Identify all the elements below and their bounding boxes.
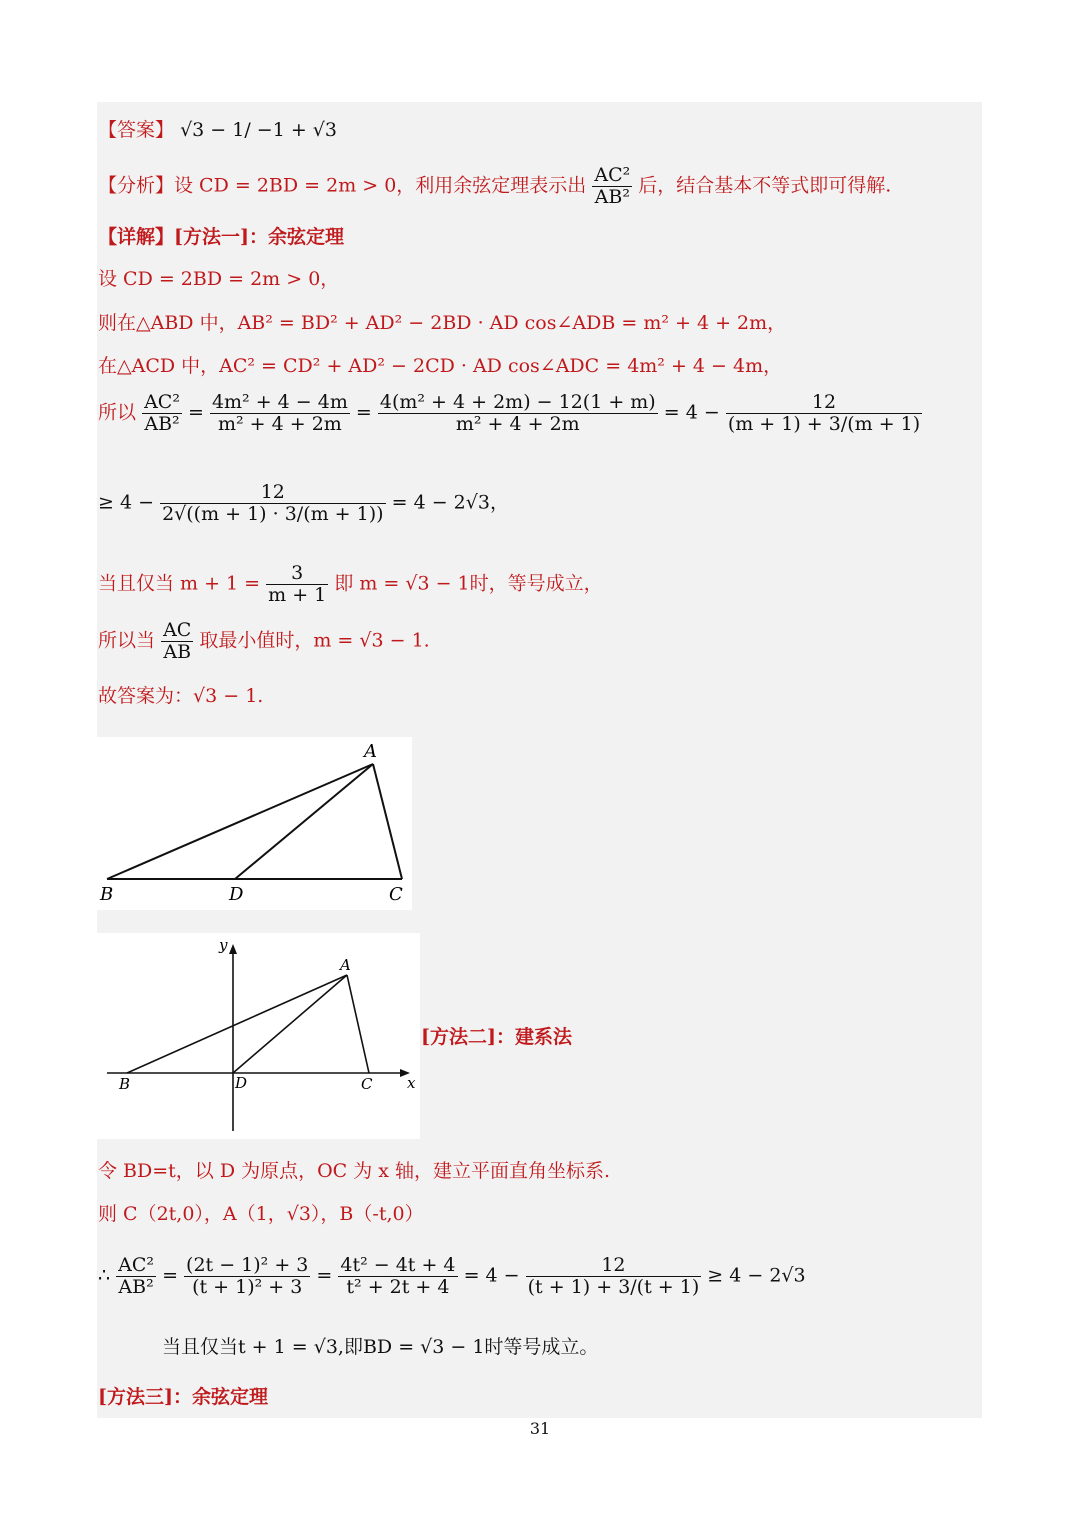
method2-suffix: ≥ 4 − 2√3	[707, 1264, 806, 1287]
method2-frac-1-num: AC²	[118, 1254, 155, 1276]
step-1: 设 CD = 2BD = 2m > 0，	[98, 268, 340, 290]
step-4-frac-4-den: (m + 1) + 3/(m + 1)	[727, 412, 921, 435]
method2-frac-1-den: AB²	[118, 1275, 154, 1298]
method2-formula: ∴ $\frac{\text{AC²}}{\text{AB²}}$ = $\frac{\text{(2t − 1)² + 3}}{\text{(t + 1)² + 3}}$ = $\frac{\text{4t² − 4t + 4}}{\text{t² + 2t + 4}}$ = 4 − $\frac{12}{(t + 1) + 3/(t + 1)}$ ≥ 4 − 2√3	[98, 1254, 806, 1298]
step-6-a: 当且仅当 m + 1 =	[98, 572, 261, 595]
step-4-frac-4	[726, 392, 922, 435]
label-x: x	[407, 1074, 416, 1092]
segment-ad	[235, 764, 373, 879]
step-4-frac-3-num: 4(m² + 4 + 2m) − 12(1 + m)	[379, 391, 656, 413]
side-ac	[373, 764, 402, 879]
analysis-line	[98, 165, 891, 208]
step-7	[98, 620, 430, 663]
step-4-frac-1-num: AC²	[144, 391, 180, 413]
label-a: A	[364, 741, 377, 762]
method2-frac-4-num: 12	[526, 1255, 702, 1277]
step-7-b: 取最小值时，m = √3 − 1.	[199, 629, 430, 652]
step-7-frac-num: AC	[163, 619, 192, 641]
label-a: A	[340, 956, 351, 974]
method2-frac-2	[184, 1255, 310, 1298]
step-4-frac-2	[210, 392, 350, 435]
method2-frac-3	[338, 1255, 457, 1298]
step-6-b: 即 m = √3 − 1时，等号成立，	[334, 572, 603, 595]
method2-frac-1	[116, 1255, 156, 1298]
step-4-mid: = 4 −	[663, 401, 720, 424]
y-axis-arrow	[229, 944, 237, 954]
step-6	[98, 563, 603, 606]
label-d: D	[235, 1074, 248, 1092]
method2-line-1: 令 BD=t，以 D 为原点，OC 为 x 轴，建立平面直角坐标系.	[98, 1160, 611, 1182]
step-4: 所以 $\frac{\text{AC²}}{\text{AB²}}$ = $\frac{\text{4m² + 4 − 4m}}{\text{m² + 4 + 2m}}$ = $\frac{\text{4(m² + 4 + 2m) − 12(1 + m)}}{\text{m² + 4 + 2m}}$ = 4 − $\frac{12}{(m + 1) + 3/(m + 1)}$	[98, 391, 921, 435]
answer-line	[98, 120, 337, 141]
step-4-prefix: 所以	[98, 401, 137, 424]
step-2: 则在△ABD 中，AB² = BD² + AD² − 2BD · AD cos∠ADB = m² + 4 + 2m，	[98, 312, 787, 334]
step-5	[98, 482, 509, 525]
step-7-a: 所以当	[98, 629, 156, 652]
side-ac	[347, 975, 369, 1073]
method2-line-2: 则 C（2t,0），A（1，√3），B（-t,0）	[98, 1203, 424, 1225]
coordinate-diagram	[97, 933, 420, 1139]
segment-ad	[233, 975, 347, 1073]
side-ab	[107, 764, 373, 879]
step-7-frac	[161, 620, 193, 663]
analysis-fraction	[592, 165, 632, 208]
answer-value: √3 − 1/ −1 + √3	[180, 119, 337, 141]
method2-frac-4-den: (t + 1) + 3/(t + 1)	[527, 1275, 700, 1298]
step-4-frac-3-den: m² + 4 + 2m	[455, 412, 580, 435]
triangle-diagram	[97, 737, 412, 910]
step-6-frac	[266, 563, 328, 606]
triangle-figure	[97, 737, 412, 910]
step-4-frac-1-den: AB²	[144, 412, 180, 435]
detail-header	[98, 227, 344, 248]
step-6-frac-num: 3	[266, 563, 328, 585]
step-5-frac	[160, 482, 386, 525]
analysis-frac-num: AC²	[594, 164, 631, 186]
step-4-frac-2-den: m² + 4 + 2m	[218, 412, 342, 435]
step-5-suffix: = 4 − 2√3，	[391, 491, 509, 514]
analysis-frac-den: AB²	[594, 185, 630, 208]
step-4-frac-2-num: 4m² + 4 − 4m	[211, 391, 348, 413]
method2-frac-3-num: 4t² − 4t + 4	[340, 1254, 456, 1276]
step-8: 故答案为：√3 − 1.	[98, 685, 264, 707]
method2-therefore: ∴	[98, 1264, 111, 1287]
label-y: y	[219, 936, 228, 954]
label-b: B	[119, 1075, 131, 1093]
step-7-frac-den: AB	[163, 640, 192, 663]
step-5-frac-num: 12	[160, 482, 386, 504]
label-d: D	[229, 884, 244, 905]
detail-label: 【详解】	[98, 226, 175, 248]
method2-frac-4	[526, 1255, 702, 1298]
step-4-frac-1	[142, 392, 182, 435]
method2-frac-2-num: (2t − 1)² + 3	[186, 1254, 309, 1276]
analysis-text-a: 设 CD = 2BD = 2m > 0，利用余弦定理表示出	[174, 174, 587, 197]
method3-title: [方法三]：余弦定理	[98, 1386, 268, 1408]
method2-mid: = 4 −	[463, 1264, 520, 1287]
method2-title: [方法二]：建系法	[421, 1026, 572, 1048]
answer-label: 【答案】	[98, 119, 175, 141]
page-number: 31	[529, 1419, 551, 1438]
method2-frac-2-den: (t + 1)² + 3	[192, 1275, 303, 1298]
step-3: 在△ACD 中，AC² = CD² + AD² − 2CD · AD cos∠ADC = 4m² + 4 − 4m，	[98, 355, 783, 377]
step-6-frac-den: m + 1	[268, 583, 327, 606]
method1-title: [方法一]：余弦定理	[174, 226, 344, 248]
method2-line-4: 当且仅当t + 1 = √3,即BD = √3 − 1时等号成立。	[162, 1336, 599, 1358]
analysis-label: 【分析】	[98, 174, 175, 197]
step-4-frac-3	[378, 392, 658, 435]
step-5-frac-den: 2√((m + 1) · 3/(m + 1))	[162, 502, 384, 525]
label-c: C	[361, 1075, 373, 1093]
label-b: B	[100, 884, 114, 905]
coordinate-figure	[97, 933, 420, 1139]
label-c: C	[389, 884, 403, 905]
method2-frac-3-den: t² + 2t + 4	[346, 1275, 450, 1298]
step-4-frac-4-num: 12	[726, 392, 922, 414]
step-5-prefix: ≥ 4 −	[98, 491, 155, 514]
side-ab	[127, 975, 347, 1073]
analysis-text-b: 后，结合基本不等式即可得解.	[638, 174, 892, 197]
